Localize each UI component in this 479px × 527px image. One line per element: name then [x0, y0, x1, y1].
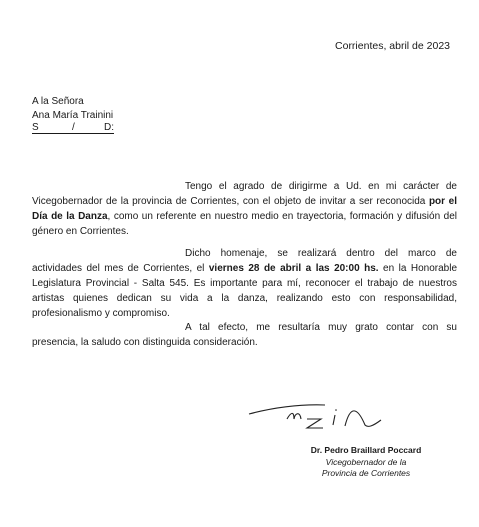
sd-slash: /	[72, 122, 75, 133]
addressee-name: Ana María Trainini	[32, 109, 114, 121]
signer-role-line1: Vicegobernador de la	[325, 456, 407, 467]
addressee-sd-line	[32, 122, 114, 139]
paragraph1-bold: por el Día de la Danza	[32, 196, 457, 222]
addressee-block	[32, 95, 114, 139]
d-label: D:	[104, 122, 114, 133]
sd-underline	[32, 122, 114, 134]
addressee-salutation: A la Señora	[32, 96, 84, 107]
signer-role-line2: Provincia de Corrientes	[321, 468, 411, 478]
paragraph2-bold: viernes 28 de abril a las 20:00 hs.	[208, 263, 379, 274]
paragraph1-rest: , como un referente en nuestro medio en trayectoria, formación y difusión del género en Corrientes.	[32, 211, 457, 237]
paragraph1-intro: Tengo el agrado de dirigirme a Ud. en mi carácter de Vicegobernador de la provincia de Corrientes, con el objeto de invitar a ser reconocida	[32, 181, 457, 207]
paragraph-invitation	[32, 179, 457, 239]
letter-date: Corrientes, abril de 2023	[335, 40, 450, 52]
paragraph-event-details	[32, 246, 457, 321]
paragraph2-intro: Dicho homenaje, se realizará dentro del marco de actividades del mes de Corrientes, el	[32, 248, 457, 274]
paragraph-closing	[32, 320, 457, 350]
s-label: S	[32, 122, 39, 133]
handwritten-signature	[247, 392, 407, 430]
paragraph3-text: A tal efecto, me resultaría muy grato contar con su presencia, la saludo con distinguida consideración.	[32, 322, 457, 348]
signer-block	[286, 445, 446, 480]
signer-name: Dr. Pedro Braillard Poccard	[310, 445, 422, 455]
paragraph2-rest: en la Honorable Legislatura Provincial - Salta 545. Es importante para mí, reconocer el trabajo de nuestros artistas quienes dedican su vida a la danza, realizando esto con responsabilidad, profesionalismo y compromiso.	[32, 263, 458, 319]
